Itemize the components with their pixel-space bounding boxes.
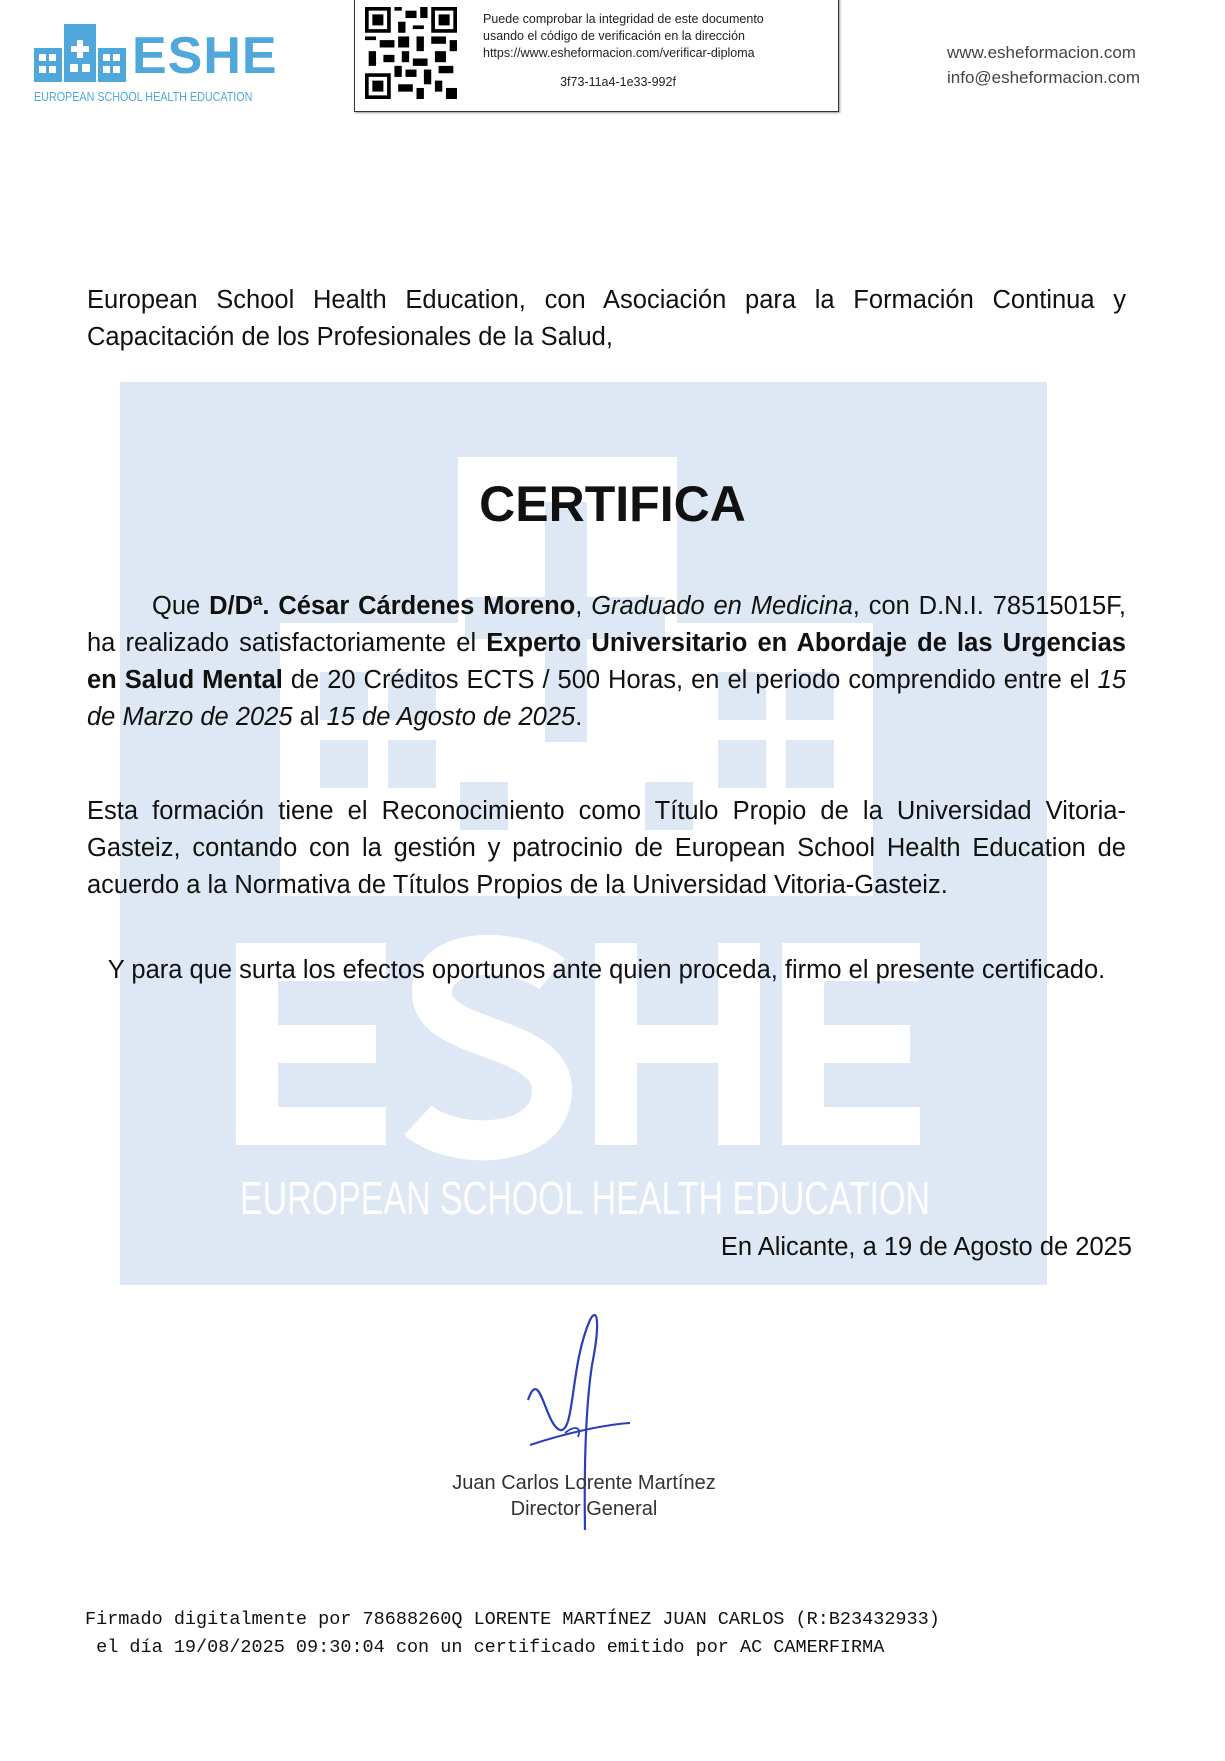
logo-subtitle: EUROPEAN SCHOOL HEALTH EDUCATION [34,90,253,104]
eshe-logo [34,24,278,110]
text: , [575,592,592,620]
verify-line: usando el código de verificación en la dirección [483,29,745,43]
place-date: En Alicante, a 19 de Agosto de 2025 [720,1233,1132,1261]
text: Que [152,592,210,620]
watermark-subtitle: EUROPEAN SCHOOL HEALTH EDUCATION [240,1172,930,1224]
signer-block [384,1470,784,1522]
logo-name: ESHE [132,27,278,85]
verify-instructions [483,11,764,62]
start-date: 15 de Marzo de 2025 [87,666,1127,731]
closing-text: Y para que surta los efectos oportunos ante quien proceda, firmo el presente certificado. [107,956,1106,984]
digital-signature-note [85,1606,940,1662]
qr-code-icon[interactable] [365,7,457,99]
certification-paragraph [87,588,1126,736]
end-date: 15 de Agosto de 2025 [326,703,576,731]
hospital-building-icon [34,24,130,86]
recipient-name: D/Dª. César Cárdenes Moreno [209,592,576,620]
email-link[interactable]: info@esheformacion.com [946,68,1140,87]
verify-url-link[interactable]: https://www.esheformacion.com/verificar-diploma [483,46,755,60]
course-name: Experto Universitario en Abordaje de las Urgencias en Salud Mental [87,629,1126,694]
text: de 20 Créditos ECTS / 500 Horas, en el periodo comprendido entre el [282,666,1098,694]
recognition-paragraph: Esta formación tiene el Reconocimiento como Título Propio de la Universidad Vitoria-Gasteiz, contando con la gestión y patrocinio de European School Health Education de acuerdo a la Normativa de Títulos Propios de la Universidad Vitoria-Gasteiz. [87,797,1126,899]
footer-line: el día 19/08/2025 09:30:04 con un certificado emitido por AC CAMERFIRMA [85,1637,885,1658]
contact-info [947,40,1140,90]
verification-code: 3f73-11a4-1e33-992f [560,75,676,89]
website-link[interactable]: www.esheformacion.com [946,43,1136,62]
text: . [575,703,583,731]
signer-role: Director General [510,1498,658,1520]
recipient-degree: Graduado en Medicina [591,592,853,620]
text: al [292,703,327,731]
text: , con D.N.I. 78515015F, ha realizado satisfactoriamente el [87,592,1126,657]
verify-line: Puede comprobar la integridad de este documento [483,12,764,26]
verification-box [354,0,839,112]
signer-name: Juan Carlos Lorente Martínez [452,1472,716,1494]
footer-line: Firmado digitalmente por 78688260Q LORENTE MARTÍNEZ JUAN CARLOS (R:B23432933) [85,1609,940,1630]
certificate-title: CERTIFICA [479,476,746,532]
intro-text: European School Health Education, con Asociación para la Formación Continua y Capacitación de los Profesionales de la Salud, [87,286,1126,351]
